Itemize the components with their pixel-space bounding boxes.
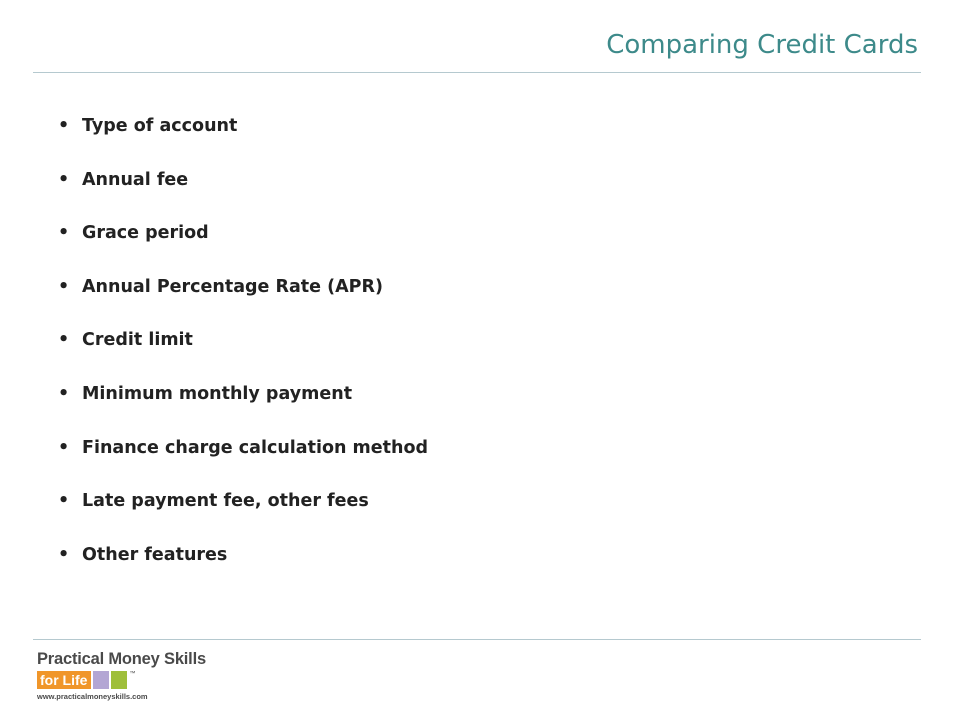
bullet-icon: •	[58, 383, 70, 404]
bullet-icon: •	[58, 544, 70, 565]
list-item	[58, 116, 428, 170]
trademark-symbol: ™	[129, 671, 136, 677]
list-item-text: Annual fee	[82, 169, 189, 190]
bullet-icon: •	[58, 276, 70, 297]
bullet-icon: •	[58, 169, 70, 190]
list-item	[58, 277, 428, 331]
list-item	[58, 170, 428, 224]
list-item-text: Other features	[82, 544, 228, 565]
list-item-text: Minimum monthly payment	[82, 383, 353, 404]
bullet-icon: •	[58, 223, 70, 244]
bullet-list	[58, 116, 428, 598]
bullet-icon: •	[58, 116, 70, 136]
slide-title: Comparing Credit Cards	[606, 30, 918, 60]
list-item-text: Finance charge calculation method	[82, 437, 429, 458]
list-item-text: Grace period	[82, 223, 209, 244]
logo-green-square	[111, 671, 127, 689]
list-item	[58, 223, 428, 277]
bullet-icon: •	[58, 330, 70, 351]
logo-lavender-square	[93, 671, 109, 689]
bullet-icon: •	[58, 491, 70, 512]
list-item-text: Annual Percentage Rate (APR)	[82, 276, 383, 297]
top-divider	[33, 72, 921, 73]
list-item-text: Late payment fee, other fees	[82, 491, 369, 512]
list-item	[58, 491, 428, 545]
list-item	[58, 384, 428, 438]
logo-url: www.practicalmoneyskills.com	[37, 692, 148, 701]
logo-color-row	[37, 671, 135, 689]
bottom-divider	[33, 639, 921, 640]
logo-title: Practical Money Skills	[37, 650, 206, 668]
practical-money-skills-logo	[37, 650, 227, 710]
list-item	[58, 545, 428, 599]
logo-for-life: for Life	[37, 671, 91, 689]
list-item	[58, 438, 428, 492]
list-item-text: Credit limit	[82, 330, 193, 351]
list-item-text: Type of account	[82, 116, 238, 136]
bullet-icon: •	[58, 437, 70, 458]
list-item	[58, 330, 428, 384]
